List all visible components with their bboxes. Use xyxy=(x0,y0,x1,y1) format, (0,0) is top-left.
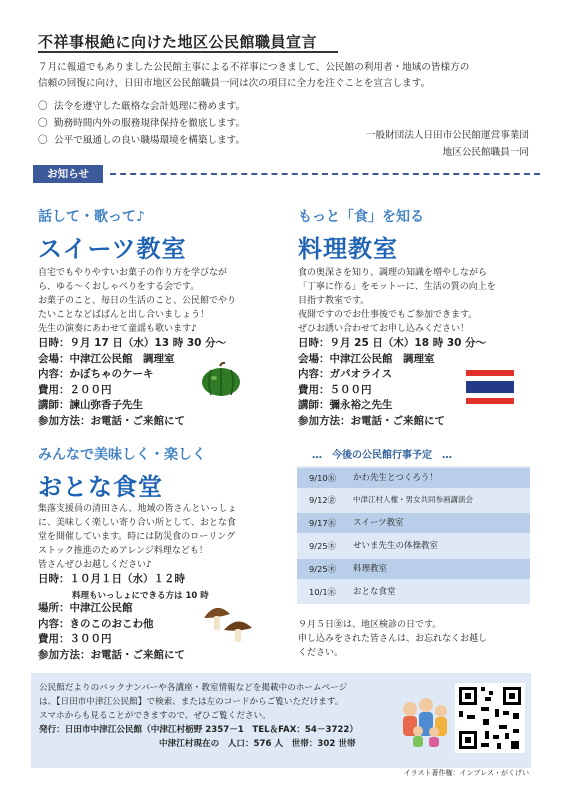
intro-text: ７月に報道でもありました公民館主事による不祥事につきまして、公民館の利用者・地域の皆様方の 信頼の回復に向け、日田市地区公民館職員一同は次の項目に全力を注ぐことを宣言します。 xyxy=(38,62,470,89)
title-underline xyxy=(38,51,338,53)
pledge-list xyxy=(38,98,245,149)
cooking-description: 食の奥深さを知り、調理の知識を増やしながら 「丁寧に作る」をモットーに、生活の質の向上を 目指す教室です。 夜開ですのでお仕事後でもご参加できます。 ぜひお誘い合わせてお申し込みください！ xyxy=(298,268,496,334)
schedule-heading: … 今後の公民館行事予定 … xyxy=(312,450,452,461)
sweets-title: スイーツ教室 xyxy=(38,235,187,263)
cafeteria-description: 集落支援員の清田さん、地域の皆さんといっしょ に、美味しく楽しい寄り合い所として、おとな食 堂を開催しています。時には防災食のローリング ストック推進のためアレンジ料理なども！ 皆さんぜひお越しください♪ xyxy=(38,504,237,570)
schedule-table xyxy=(297,466,530,604)
schedule-note: ９月５日㊎は、地区検診の日です。 申し込みをされた皆さんは、お忘れなくお越し ください。 xyxy=(298,620,488,658)
sweets-subtitle: 話して・歌って♪ xyxy=(38,209,145,225)
page-title: 不祥事根絶に向けた地区公民館職員宣言 xyxy=(38,33,318,51)
cafeteria-title: おとな食堂 xyxy=(38,473,163,501)
sweets-details: 日時：９月 17 日（水）13 時 30 分～ 会場：中津江公民館 調理室 内容：かぼちゃのケーキ 費用：２００円 講師：諫山弥香子先生 参加方法：お電話・ご来館にて xyxy=(38,337,227,427)
mushroom-icon xyxy=(200,600,256,644)
organization-signature: 一般財団法人日田市公民館運営事業団 地区公民館職員一同 xyxy=(365,130,529,158)
cafeteria-date-note: 料理もいっしょにできる方は 10 時 xyxy=(72,591,209,601)
schedule-row: 9/25㊍ せいま先生の体操教室 xyxy=(297,536,530,556)
notice-label: お知らせ xyxy=(33,165,103,183)
family-illustration-icon xyxy=(396,691,454,749)
cooking-subtitle: もっと「食」を知る xyxy=(298,209,424,225)
schedule-row: 9/25㊍ 料理教室 xyxy=(297,559,530,579)
cafeteria-subtitle: みんなで美味しく・楽しく xyxy=(38,447,206,463)
cooking-details: 日時：９月 25 日（木）18 時 30 分～ 会場：中津江公民館 調理室 内容：ガパオライス 費用：５００円 講師：彌永裕之先生 参加方法：お電話・ご来館にて xyxy=(298,337,487,427)
cooking-title: 料理教室 xyxy=(298,235,398,263)
schedule-row: 9/17㊌ スイーツ教室 xyxy=(297,513,530,533)
schedule-row: 9/10㊌ かわ先生とつくろう！ xyxy=(297,468,530,488)
pledge-item: 〇 勤務時間内外の服務規律保持を徹底します。 xyxy=(38,118,246,129)
footer-panel xyxy=(31,673,531,768)
pledge-item: 〇 公平で風通しの良い職場環境を構築します。 xyxy=(38,135,246,146)
footer-contact: 発行：日田市中津江公民館（中津江村栃野 2357－1 TEL＆FAX：54－3722） xyxy=(39,725,358,735)
pumpkin-icon xyxy=(200,362,242,398)
cafeteria-details: 場所：中津江公民館 内容：きのこのおこわ他 費用：３００円 参加方法：お電話・ご来館にて xyxy=(38,602,185,661)
thai-flag-icon xyxy=(466,370,514,404)
illustration-credit: イラスト著作権：インプレス・がくげい xyxy=(403,769,529,777)
sweets-description: 自宅でもやりやすいお菓子の作り方を学びなが ら、ゆる～くおしゃべりをする会です。 お菓子のこと、毎日の生活のこと、公民館でやり たいことなどぱぱんと出し合いましょう！ 先生の演奏にあわせて童謡も歌います♪ xyxy=(38,268,237,334)
notice-divider xyxy=(110,173,540,175)
footer-text: 公民館だよりのバックナンバーや各講座・教室情報などを掲載中のホームページ は、【日田市中津江公民館】で検索、または左のコードからご覧いただけます。 スマホからも見ることができますので、ぜひご覧ください。 発行：日田市中津江公民館（中津江村栃野 2357－1 TEL＆FAX：54－3722） 中津江村現在の 人口：576 人 世帯：302 世帯 xyxy=(39,683,358,749)
schedule-row: 9/12㊎ 中津江村人権・男女共同参画講演会 xyxy=(297,490,530,510)
qr-code-icon[interactable] xyxy=(455,683,525,753)
schedule-row: 10/1㊌ おとな食堂 xyxy=(297,582,530,602)
cafeteria-date: 日時：１０月１日（水）１２時 xyxy=(38,573,185,585)
pledge-item: 〇 法令を遵守した厳格な会計処理に務めます。 xyxy=(38,101,246,112)
footer-population: 中津江村現在の 人口：576 人 世帯：302 世帯 xyxy=(159,739,356,749)
